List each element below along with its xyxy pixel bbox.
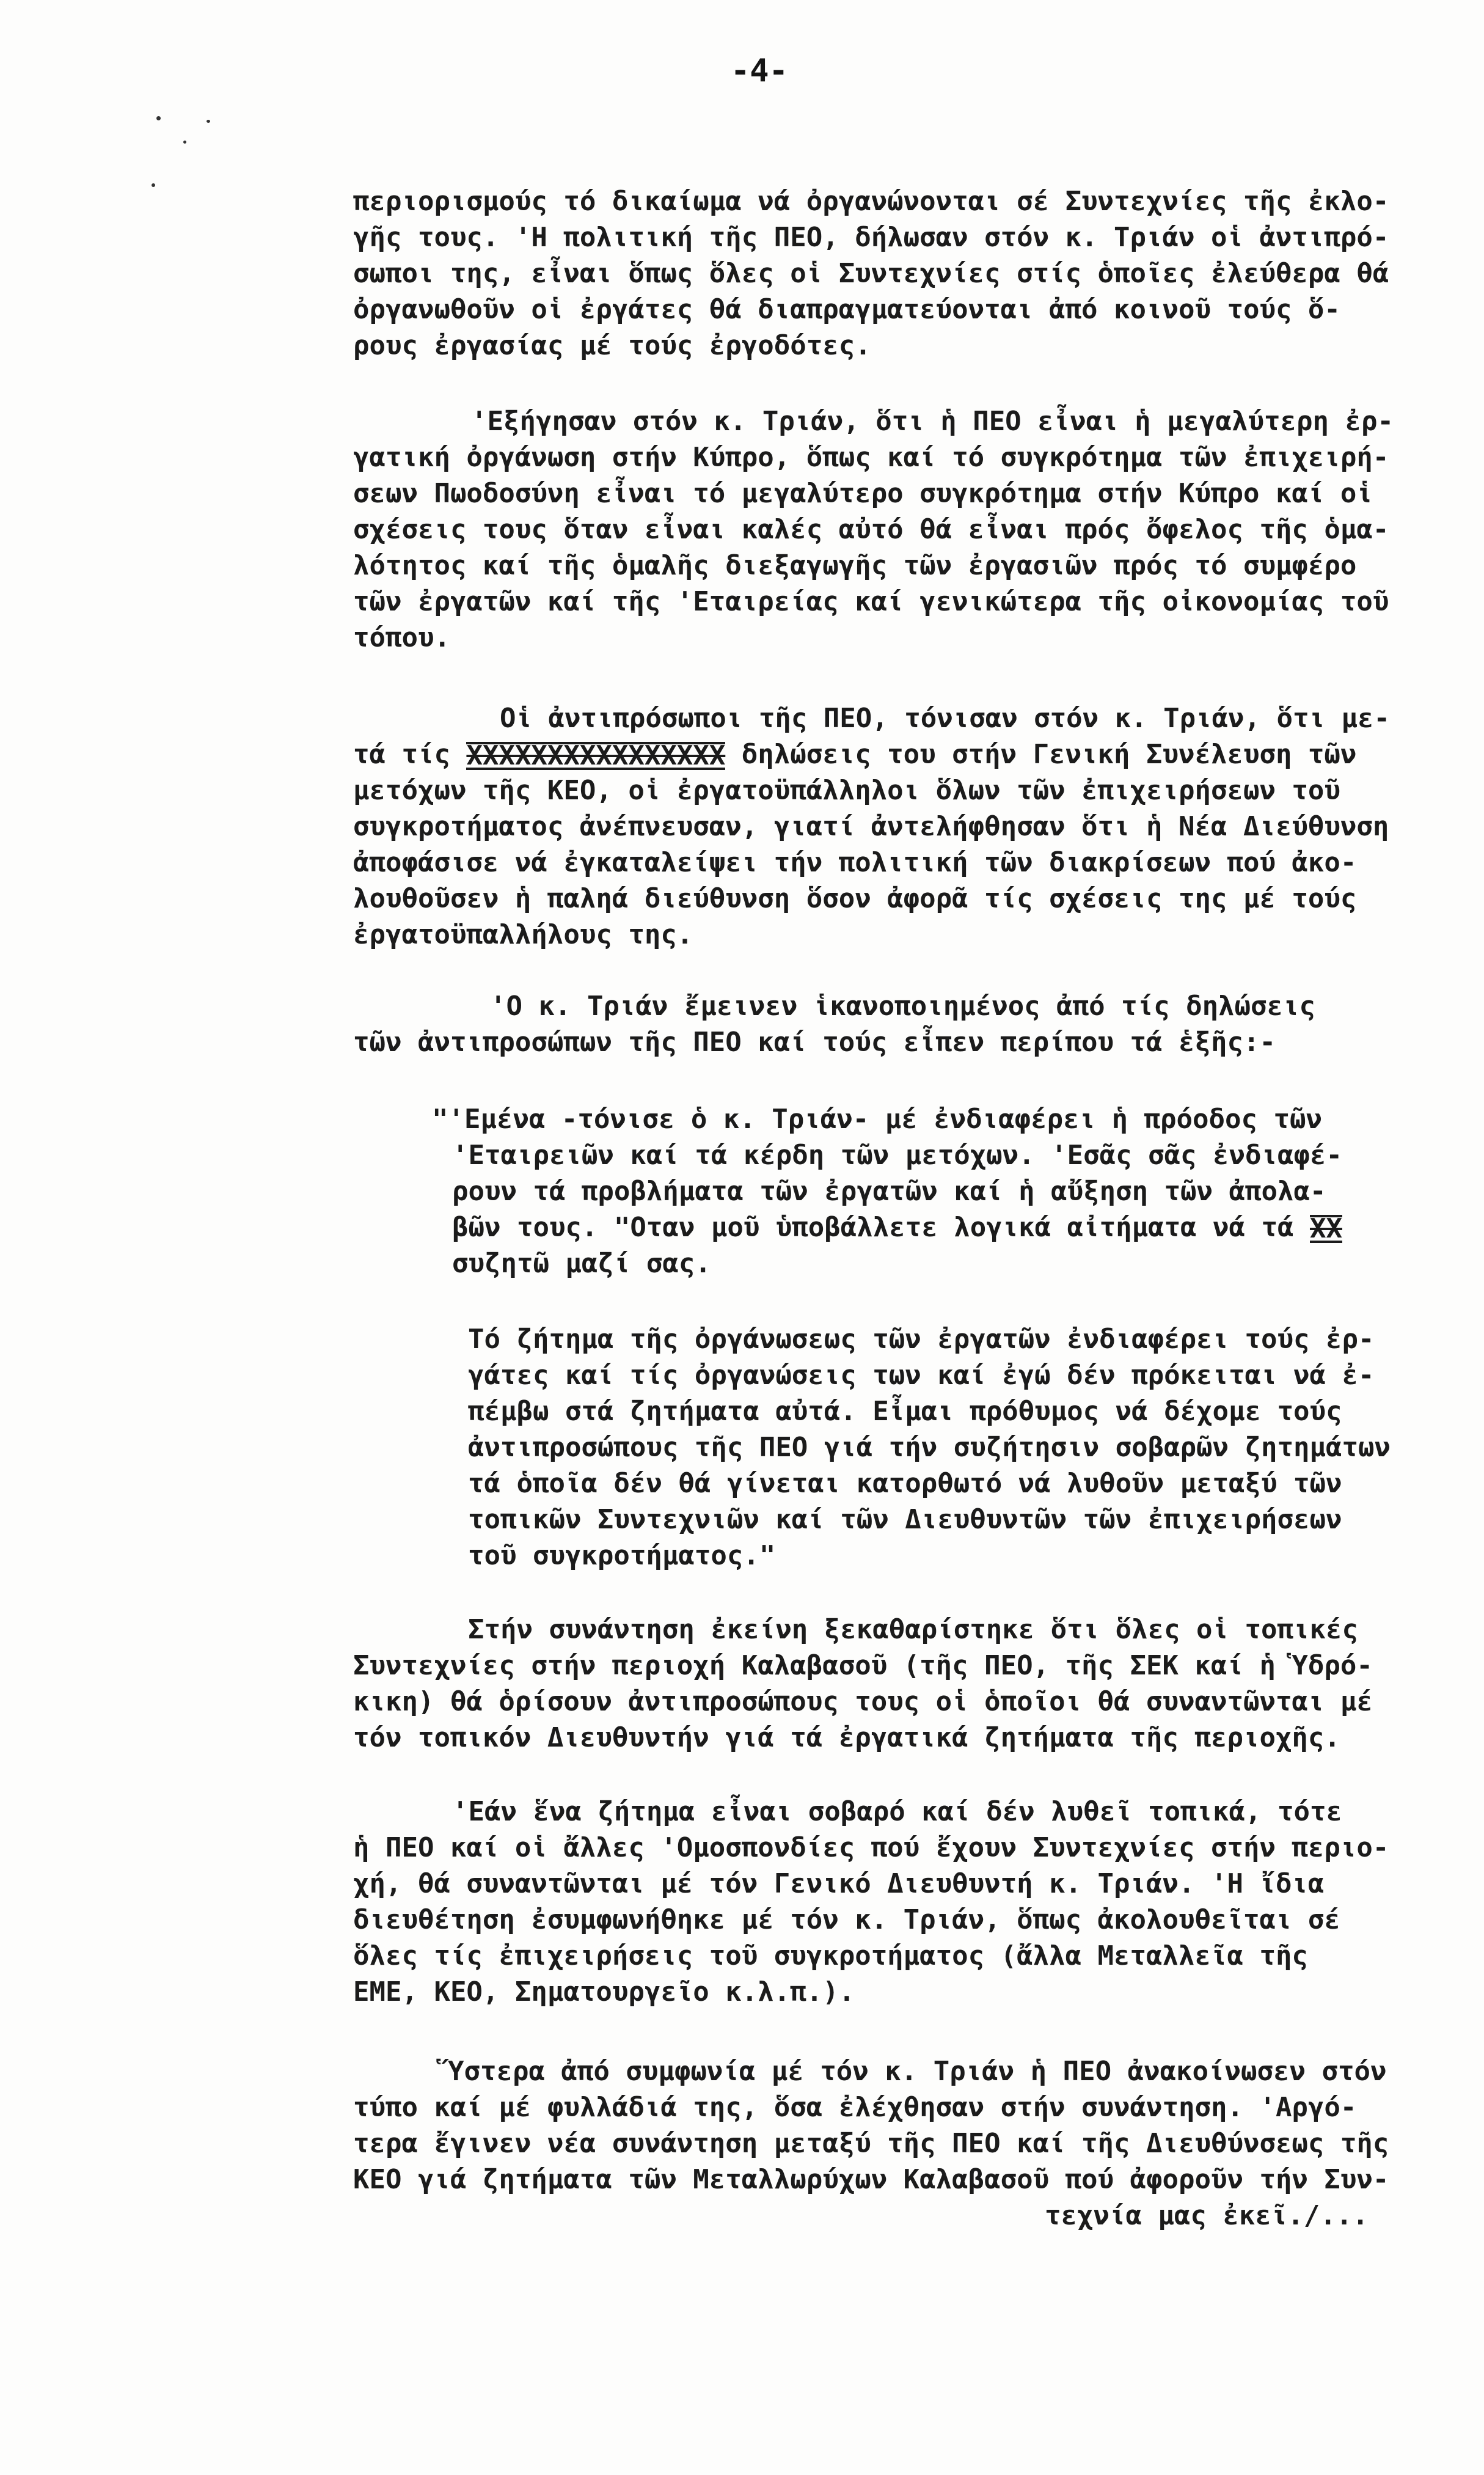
text-line: Τό ζήτημα τῆς ὀργάνωσεως τῶν ἐργατῶν ἐνδιαφέρει τούς ἐρ- xyxy=(468,1324,1375,1355)
text-line: ὅλες τίς ἐπιχειρήσεις τοῦ συγκροτήματος (ἄλλα Μεταλλεῖα τῆς xyxy=(353,1940,1308,1971)
text-line: Οἱ ἀντιπρόσωποι τῆς ΠΕΟ, τόνισαν στόν κ. Τριάν, ὅτι με- xyxy=(500,703,1390,734)
struck-out-text: ΧΧ xyxy=(1309,1213,1342,1244)
text-line: τύπο καί μέ φυλλάδιά της, ὅσα ἐλέχθησαν στήν συνάντηση. 'Αργό- xyxy=(353,2092,1357,2123)
scan-speck xyxy=(156,116,161,120)
text-line: πέμβω στά ζητήματα αὐτά. Εἶμαι πρόθυμος νά δέχομε τούς xyxy=(468,1396,1342,1427)
struck-out-text: ΧΧΧΧΧΧΧΧΧΧΧΧΧΧΧΧ xyxy=(466,740,726,771)
text-line: συγκροτήματος ἀνέπνευσαν, γιατί ἀντελήφθησαν ὅτι ἡ Νέα Διεύθυνση xyxy=(353,811,1389,842)
scan-speck xyxy=(152,183,155,187)
text-line: συζητῶ μαζί σας. xyxy=(452,1248,711,1279)
text-line: λουθοῦσεν ἡ παληά διεύθυνση ὅσον ἀφορᾶ τίς σχέσεις της μέ τούς xyxy=(353,883,1357,914)
text-line: 'Εάν ἕνα ζήτημα εἶναι σοβαρό καί δέν λυθεῖ τοπικά, τότε xyxy=(452,1796,1342,1827)
text-line: γῆς τους. 'Η πολιτική τῆς ΠΕΟ, δήλωσαν στόν κ. Τριάν οἱ ἀντιπρό- xyxy=(353,222,1389,253)
text-segment: τά τίς xyxy=(353,739,467,770)
text-line: Στήν συνάντηση ἐκείνη ξεκαθαρίστηκε ὅτι ὅλες οἱ τοπικές xyxy=(468,1614,1358,1645)
text-line: Ὕστερα ἀπό συμφωνία μέ τόν κ. Τριάν ἡ ΠΕΟ ἀνακοίνωσεν στόν xyxy=(448,2056,1387,2087)
text-line: ΚΕΟ γιά ζητήματα τῶν Μεταλλωρύχων Καλαβασοῦ πού ἀφοροῦν τήν Συν- xyxy=(353,2164,1389,2195)
text-line: ἀποφάσισε νά ἐγκαταλείψει τήν πολιτική τῶν διακρίσεων πού ἀκο- xyxy=(353,847,1357,878)
text-line: ὀργανωθοῦν οἱ ἐργάτες θά διαπραγματεύονται ἀπό κοινοῦ τούς ὅ- xyxy=(353,294,1340,325)
text-line: 'Ο κ. Τριάν ἔμεινεν ἱκανοποιημένος ἀπό τίς δηλώσεις xyxy=(490,991,1316,1022)
text-segment: βῶν τους. "Οταν μοῦ ὑποβάλλετε λογικά αἰτήματα νά τά xyxy=(452,1212,1310,1243)
text-line: ΕΜΕ, ΚΕΟ, Σηματουργεῖο κ.λ.π.). xyxy=(353,1976,855,2008)
text-line: τερα ἔγινεν νέα συνάντηση μεταξύ τῆς ΠΕΟ καί τῆς Διευθύνσεως τῆς xyxy=(353,2128,1389,2159)
text-line: κικη) θά ὁρίσουν ἀντιπροσώπους τους οἱ ὁποῖοι θά συναντῶνται μέ xyxy=(353,1686,1373,1717)
text-segment: δηλώσεις του στήν Γενική Συνέλευση τῶν xyxy=(725,739,1357,770)
text-line: γάτες καί τίς ὀργανώσεις των καί ἐγώ δέν πρόκειται νά ἐ- xyxy=(468,1360,1375,1391)
text-line: διευθέτηση ἐσυμφωνήθηκε μέ τόν κ. Τριάν, ὅπως ἀκολουθεῖται σέ xyxy=(353,1904,1340,1935)
scan-speck xyxy=(183,141,186,144)
text-line: τοῦ συγκροτήματος." xyxy=(468,1540,776,1571)
text-line: τοπικῶν Συντεχνιῶν καί τῶν Διευθυντῶν τῶν ἐπιχειρήσεων xyxy=(468,1504,1342,1535)
text-line: ἐργατοϋπαλλήλους της. xyxy=(353,919,693,950)
text-line: ἡ ΠΕΟ καί οἱ ἄλλες 'Ομοσπονδίες πού ἔχουν Συντεχνίες στήν περιο- xyxy=(353,1832,1389,1863)
text-line: τά ὁποῖα δέν θά γίνεται κατορθωτό νά λυθοῦν μεταξύ τῶν xyxy=(468,1468,1342,1499)
text-line: μετόχων τῆς ΚΕΟ, οἱ ἐργατοϋπάλληλοι ὅλων τῶν ἐπιχειρήσεων τοῦ xyxy=(353,775,1340,806)
text-line: ἀντιπροσώπους τῆς ΠΕΟ γιά τήν συζήτησιν σοβαρῶν ζητημάτων xyxy=(468,1432,1391,1463)
text-line xyxy=(452,1209,1342,1245)
text-line: λότητος καί τῆς ὁμαλῆς διεξαγωγῆς τῶν ἐργασιῶν πρός τό συμφέρο xyxy=(353,550,1357,581)
text-line: τῶν ἀντιπροσώπων τῆς ΠΕΟ καί τούς εἶπεν περίπου τά ἑξῆς:- xyxy=(353,1027,1276,1058)
text-line: Συντεχνίες στήν περιοχή Καλαβασοῦ (τῆς ΠΕΟ, τῆς ΣΕΚ καί ἡ Ὑδρό- xyxy=(353,1650,1373,1681)
text-line: 'Εξήγησαν στόν κ. Τριάν, ὅτι ἡ ΠΕΟ εἶναι ἡ μεγαλύτερη ἐρ- xyxy=(471,406,1394,437)
text-line: "'Εμένα -τόνισε ὁ κ. Τριάν- μέ ἐνδιαφέρει ἡ πρόοδος τῶν xyxy=(432,1104,1322,1135)
text-line: τῶν ἐργατῶν καί τῆς 'Εταιρείας καί γενικώτερα τῆς οἰκονομίας τοῦ xyxy=(353,586,1389,617)
text-line xyxy=(353,736,1356,772)
text-line: γατική ὀργάνωση στήν Κύπρο, ὅπως καί τό συγκρότημα τῶν ἐπιχειρή- xyxy=(353,442,1389,473)
text-line: 'Εταιρειῶν καί τά κέρδη τῶν μετόχων. 'Εσᾶς σᾶς ἐνδιαφέ- xyxy=(452,1140,1342,1171)
text-line: τόν τοπικόν Διευθυντήν γιά τά ἐργατικά ζητήματα τῆς περιοχῆς. xyxy=(353,1722,1340,1753)
continuation-line: τεχνία μας ἐκεῖ./... xyxy=(1045,2200,1369,2231)
text-line: ρους ἐργασίας μέ τούς ἐργοδότες. xyxy=(353,330,871,361)
text-line: σχέσεις τους ὅταν εἶναι καλές αὐτό θά εἶναι πρός ὄφελος τῆς ὁμα- xyxy=(353,514,1389,545)
text-line: περιορισμούς τό δικαίωμα νά ὀργανώνονται σέ Συντεχνίες τῆς ἐκλο- xyxy=(353,186,1389,217)
text-line: σεων Πωοδοσύνη εἶναι τό μεγαλύτερο συγκρότημα στήν Κύπρο καί οἱ xyxy=(353,478,1373,509)
page-number: -4- xyxy=(731,53,788,89)
text-line: σωποι της, εἶναι ὅπως ὅλες οἱ Συντεχνίες στίς ὁποῖες ἐλεύθερα θά xyxy=(353,258,1389,289)
text-line: ρουν τά προβλήματα τῶν ἐργατῶν καί ἡ αὔξηση τῶν ἀπολα- xyxy=(452,1176,1326,1207)
text-line: τόπου. xyxy=(353,622,450,653)
scan-speck xyxy=(207,120,210,123)
text-line: χή, θά συναντῶνται μέ τόν Γενικό Διευθυντή κ. Τριάν. 'Η ἴδια xyxy=(353,1868,1325,1899)
